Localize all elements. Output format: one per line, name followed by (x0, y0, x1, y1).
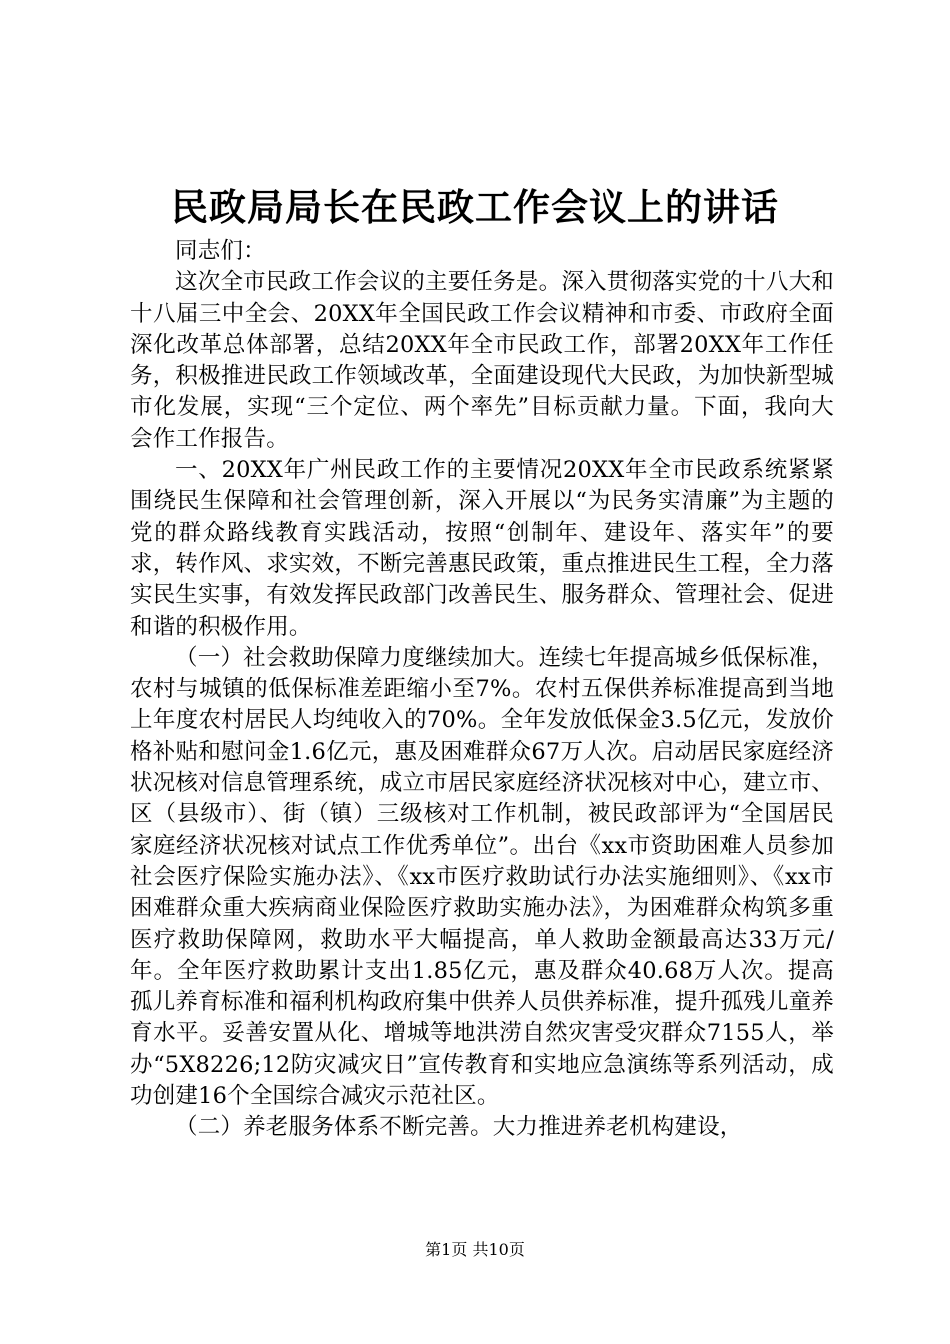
salutation: 同志们： (175, 238, 266, 264)
page-total: 共10页 (472, 1240, 525, 1259)
paragraph-social-assistance: （一）社会救助保障力度继续加大。连续七年提高城乡低保标准，农村与城镇的低保标准差距缩小至7%。农村五保供养标准提高到当地上年度农村居民人均纯收入的70%。全年发放低保金3.5亿元，发放价格补贴和慰问金1.6亿元，惠及困难群众67万人次。启动居民家庭经济状况核对信息管理系统，成立市居民家庭经济状况核对中心，建立市、区（县级市）、街（镇）三级核对工作机制，被民政部评为“全国居民家庭经济状况核对试点工作优秀单位”。出台《xx市资助困难人员参加社会医疗保险实施办法》、《xx市医疗救助试行办法实施细则》、《xx市困难群众重大疾病商业保险医疗救助实施办法》，为困难群众构筑多重医疗救助保障网，救助水平大幅提高，单人救助金额最高达33万元/年。全年医疗救助累计支出1.85亿元，惠及群众40.68万人次。提高孤儿养育标准和福利机构政府集中供养人员供养标准，提升孤残儿童养育水平。妥善安置从化、增城等地洪涝自然灾害受灾群众7155人，举办“5X8226;12防灾减灾日”宣传教育和实地应急演练等系列活动，成功创建16个全国综合减灾示范社区。 (130, 644, 834, 1110)
paragraph-intro: 这次全市民政工作会议的主要任务是。深入贯彻落实党的十八大和十八届三中全会、20XX年全国民政工作会议精神和市委、市政府全面深化改革总体部署，总结20XX年全市民政工作，部署20XX年工作任务，积极推进民政工作领域改革，全面建设现代大民政，为加快新型城市化发展，实现“三个定位、两个率先”目标贡献力量。下面，我向大会作工作报告。 (130, 269, 834, 452)
page-number: 第1页 (425, 1240, 468, 1259)
paragraph-section-one: 一、20XX年广州民政工作的主要情况20XX年全市民政系统紧紧围绕民生保障和社会管理创新，深入开展以“为民务实清廉”为主题的党的群众路线教育实践活动，按照“创制年、建设年、落实年”的要求，转作风、求实效，不断完善惠民政策，重点推进民生工程，全力落实民生实事，有效发挥民政部门改善民生、服务群众、管理社会、促进和谐的积极作用。 (130, 457, 834, 640)
paragraph-elderly-services: （二）养老服务体系不断完善。大力推进养老机构建设， (175, 1114, 743, 1141)
document-body (130, 236, 834, 1144)
document-title: 民政局局长在民政工作会议上的讲话 (171, 186, 779, 229)
page-footer (0, 1240, 950, 1260)
